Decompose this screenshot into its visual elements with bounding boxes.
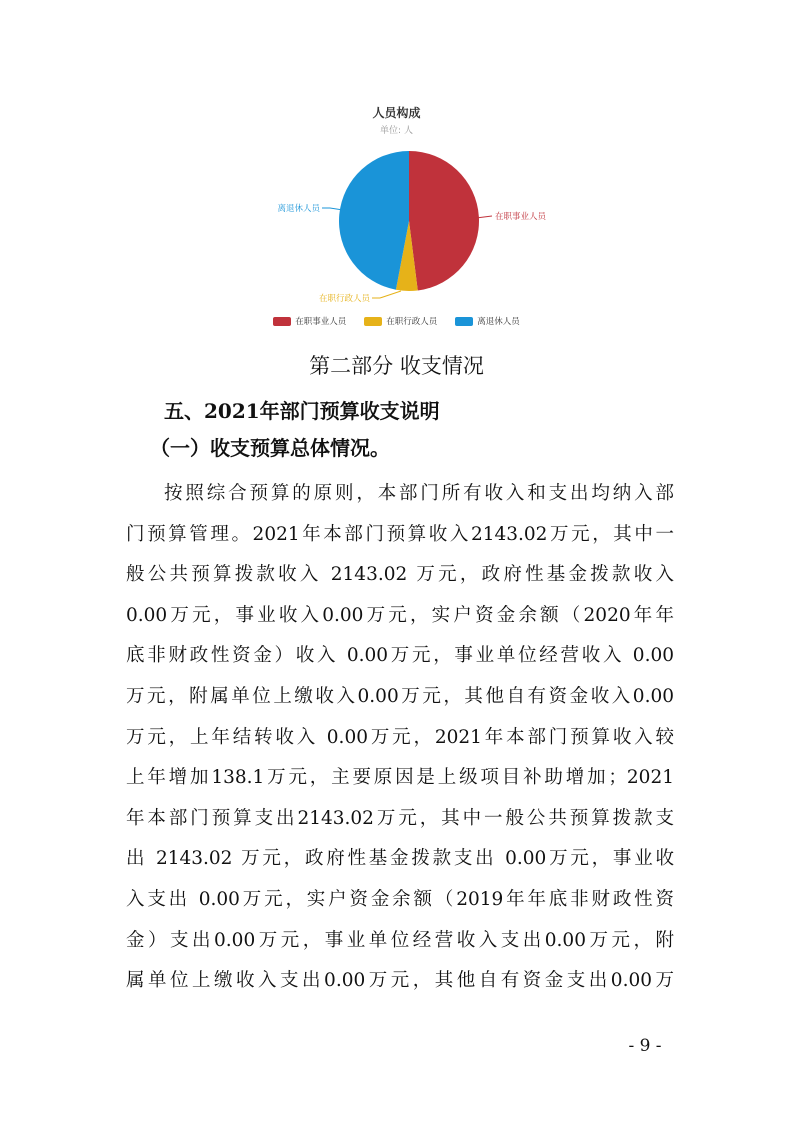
chart-title: 人员构成 <box>372 106 421 120</box>
body-line: 金）支出0.00万元，事业单位经营收入支出0.00万元，附 <box>126 929 674 951</box>
body-line: 0.00万元，事业收入0.00万元，实户资金余额（2020年年 <box>126 604 674 626</box>
legend-swatch <box>364 317 382 326</box>
legend-label: 离退休人员 <box>477 317 520 327</box>
slice-label: 在职行政人员 <box>318 294 370 304</box>
legend-item[interactable] <box>273 315 346 327</box>
slice-label: 在职事业人员 <box>495 212 547 222</box>
chart-subtitle: 单位: 人 <box>380 126 413 136</box>
subsection-heading: （一）收支预算总体情况。 <box>150 436 390 460</box>
chart-legend <box>0 315 793 327</box>
section-heading: 五、2021年部门预算收支说明 <box>164 399 440 423</box>
body-line: 上年增加138.1万元，主要原因是上级项目补助增加；2021 <box>126 767 674 789</box>
part-heading: 第二部分 收支情况 <box>309 354 484 378</box>
slice-leader-line <box>372 291 401 298</box>
slice-label: 离退休人员 <box>277 204 320 214</box>
legend-swatch <box>455 317 473 326</box>
body-line: 万元，上年结转收入 0.00万元，2021年本部门预算收入较 <box>126 726 674 748</box>
slice-leader-line <box>322 208 343 210</box>
legend-label: 在职行政人员 <box>386 317 438 327</box>
body-line: 出 2143.02 万元，政府性基金拨款支出 0.00万元，事业收 <box>126 848 674 870</box>
body-line: 底非财政性资金）收入 0.00万元，事业单位经营收入 0.00 <box>126 645 674 667</box>
body-line: 按照综合预算的原则，本部门所有收入和支出均纳入部 <box>164 483 674 504</box>
body-line: 般公共预算拨款收入 2143.02 万元，政府性基金拨款收入 <box>126 564 674 586</box>
pie-plot <box>0 0 793 340</box>
body-line: 属单位上缴收入支出0.00万元，其他自有资金支出0.00万 <box>126 970 674 992</box>
body-line: 门预算管理。2021年本部门预算收入2143.02万元，其中一 <box>126 523 674 545</box>
body-line: 入支出 0.00万元，实户资金余额（2019年年底非财政性资 <box>126 888 674 910</box>
pie-chart <box>0 0 793 340</box>
legend-label: 在职事业人员 <box>295 317 347 327</box>
body-line: 年本部门预算支出2143.02万元，其中一般公共预算拨款支 <box>126 807 674 829</box>
pie-slice[interactable] <box>409 151 479 290</box>
legend-item[interactable] <box>364 315 437 327</box>
page-number: - 9 - <box>628 1036 662 1056</box>
pie-slice[interactable] <box>339 151 409 290</box>
body-paragraph <box>126 474 674 1002</box>
legend-item[interactable] <box>455 315 520 327</box>
legend-swatch <box>273 317 291 326</box>
body-line: 万元，附属单位上缴收入0.00万元，其他自有资金收入0.00 <box>126 685 674 707</box>
